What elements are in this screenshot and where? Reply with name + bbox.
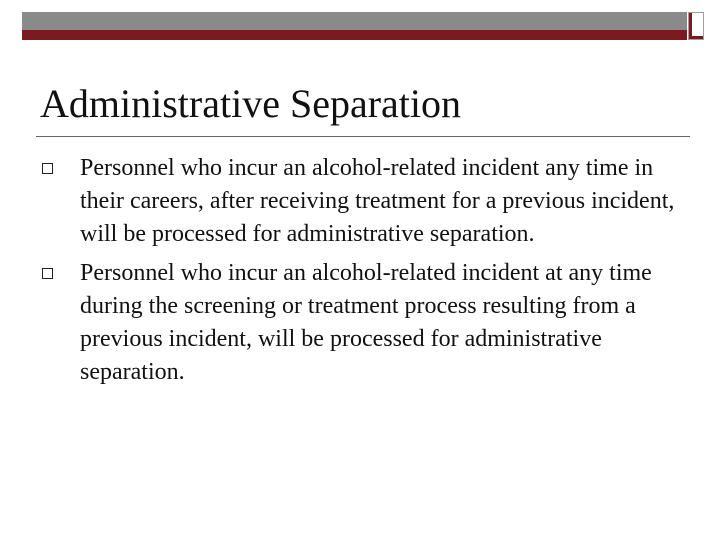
- corner-accent-icon: [689, 13, 703, 39]
- bullet-text: Personnel who incur an alcohol-related incident any time in their careers, after receiving treatment for a previous incident, will be processed for administrative separation.: [80, 155, 675, 247]
- hollow-square-icon: [42, 163, 53, 174]
- bullet-list: [40, 152, 690, 395]
- top-gray-band: [22, 12, 687, 30]
- bullet-item: [40, 257, 690, 389]
- bullet-item: [40, 152, 690, 251]
- slide-title: Administrative Separation: [40, 81, 462, 126]
- hollow-square-icon: [42, 268, 53, 279]
- bullet-text: Personnel who incur an alcohol-related incident at any time during the screening or treatment process resulting from a previous incident, will be processed for administrative separation.: [80, 260, 652, 385]
- title-divider: [36, 136, 690, 137]
- top-accent-band: [22, 30, 687, 40]
